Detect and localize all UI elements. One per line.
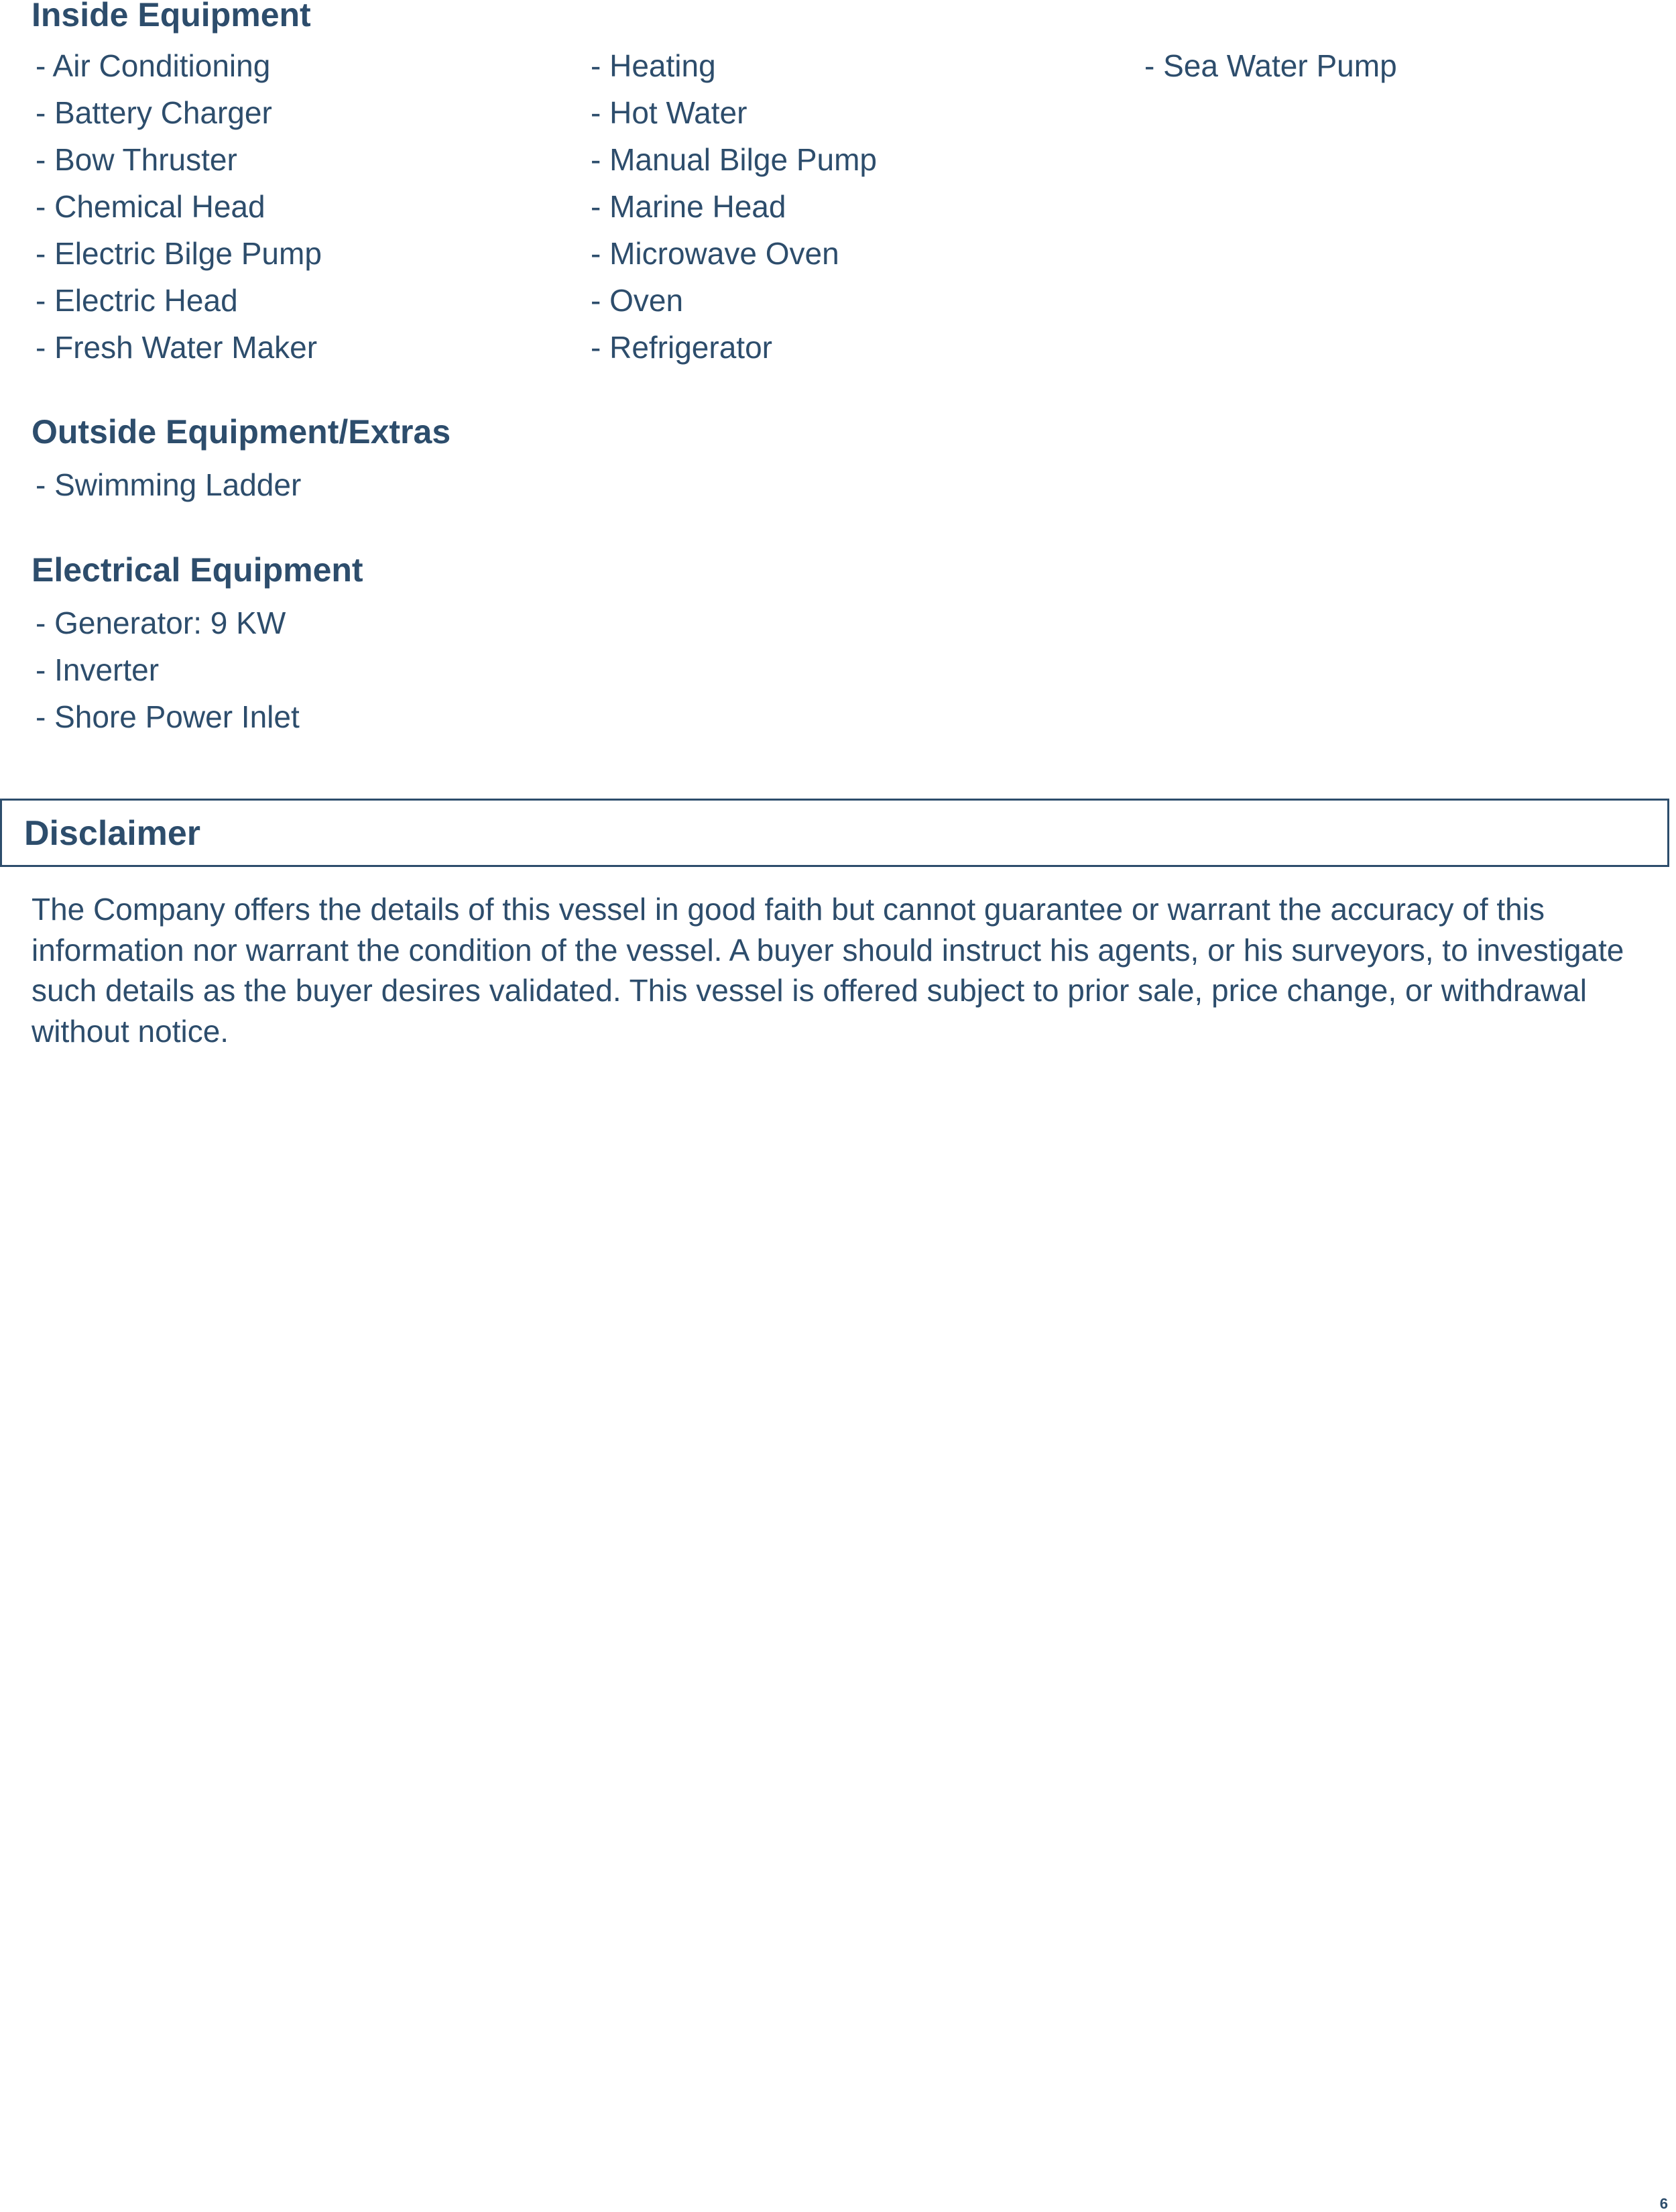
list-item: - Sea Water Pump (1144, 48, 1397, 83)
list-item: - Manual Bilge Pump (591, 142, 877, 177)
disclaimer-text: The Company offers the details of this vessel in good faith but cannot guarantee or warrant the accuracy of this information nor warrant the condition of the vessel. A buyer should instruct his agents, or his surveyors, to investigate such details as the buyer desires validated. This vessel is offered subject to prior sale, price change, or withdrawal without notice. (32, 892, 1624, 1049)
list-item: - Heating (591, 48, 716, 83)
list-item: - Swimming Ladder (36, 467, 302, 502)
list-item: - Marine Head (591, 189, 786, 224)
list-item: - Generator: 9 KW (36, 605, 286, 640)
outside-equipment-list (36, 461, 301, 508)
inside-equipment-column-3 (1144, 42, 1397, 89)
electrical-equipment-list (36, 599, 300, 740)
page-number: 6 (1659, 2195, 1668, 2212)
list-item: - Battery Charger (36, 95, 272, 130)
list-item: - Fresh Water Maker (36, 330, 318, 365)
list-item: - Hot Water (591, 95, 747, 130)
list-item: - Oven (591, 283, 684, 318)
list-item: - Shore Power Inlet (36, 699, 300, 734)
list-item: - Chemical Head (36, 189, 265, 224)
list-item: - Refrigerator (591, 330, 772, 365)
list-item: - Inverter (36, 652, 160, 687)
list-item: - Microwave Oven (591, 236, 839, 271)
inside-equipment-column-2 (591, 42, 877, 371)
disclaimer-header-box (0, 799, 1669, 867)
outside-equipment-title: Outside Equipment/Extras (32, 413, 451, 451)
electrical-equipment-title: Electrical Equipment (32, 551, 363, 589)
list-item: - Bow Thruster (36, 142, 237, 177)
inside-equipment-column-1 (36, 42, 322, 371)
disclaimer-title: Disclaimer (24, 814, 201, 853)
list-item: - Electric Bilge Pump (36, 236, 322, 271)
list-item: - Electric Head (36, 283, 238, 318)
list-item: - Air Conditioning (36, 48, 271, 83)
inside-equipment-title: Inside Equipment (32, 0, 311, 34)
